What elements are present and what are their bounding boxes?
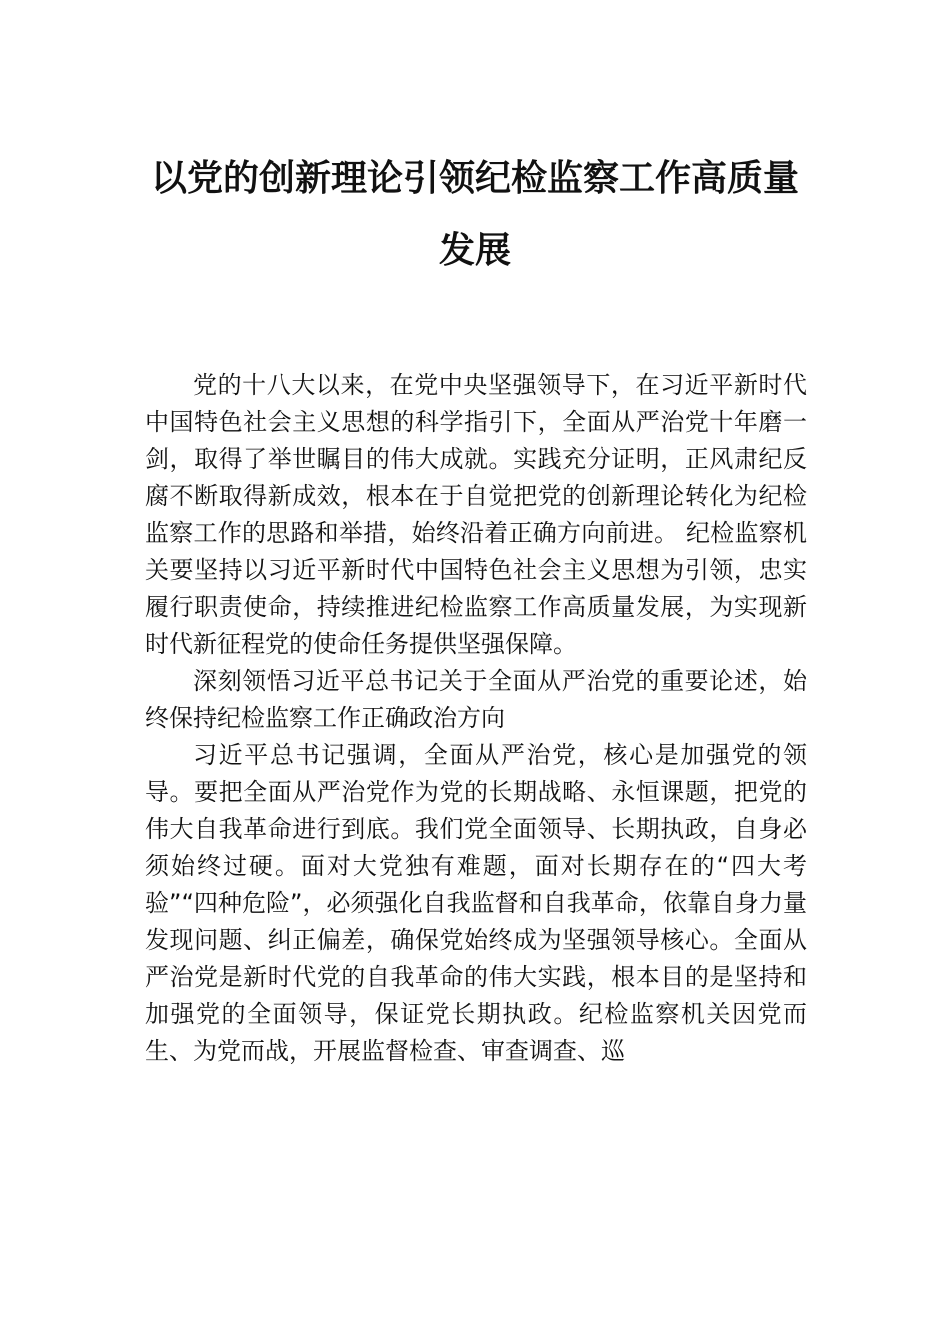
section-heading: 深刻领悟习近平总书记关于全面从严治党的重要论述，始终保持纪检监察工作正确政治方向 bbox=[145, 667, 807, 732]
paragraph: 党的十八大以来，在党中央坚强领导下，在习近平新时代中国特色社会主义思想的科学指引下，全面从严治党十年磨一剑，取得了举世瞩目的伟大成就。实践充分证明，正风肃纪反腐不断取得新成效，根本在于自觉把党的创新理论转化为纪检监察工作的思路和举措，始终沿着正确方向前进。 纪检监察机关要坚持以习近平新时代中国特色社会主义思想为引领，忠实履行职责使命，持续推进纪检监察工作高质量发展，为实现新时代新征程党的使命任务提供坚强保障。 bbox=[145, 371, 807, 658]
document-body bbox=[145, 367, 807, 1070]
paragraph: 习近平总书记强调，全面从严治党，核心是加强党的领导。要把全面从严治党作为党的长期战略、永恒课题，把党的伟大自我革命进行到底。我们党全面领导、长期执政，自身必须始终过硬。面对大党独有难题，面对长期存在的“四大考验”“四种危险”，必须强化自我监督和自我革命，依靠自身力量发现问题、纠正偏差，确保党始终成为坚强领导核心。全面从严治党是新时代党的自我革命的伟大实践，根本目的是坚持和加强党的全面领导，保证党长期执政。纪检监察机关因党而生、为党而战，开展监督检查、审查调查、巡 bbox=[145, 741, 807, 1065]
document-title-continued: 发展 bbox=[438, 229, 511, 271]
document-title: 以党的创新理论引领纪检监察工作高质量 bbox=[150, 157, 799, 199]
